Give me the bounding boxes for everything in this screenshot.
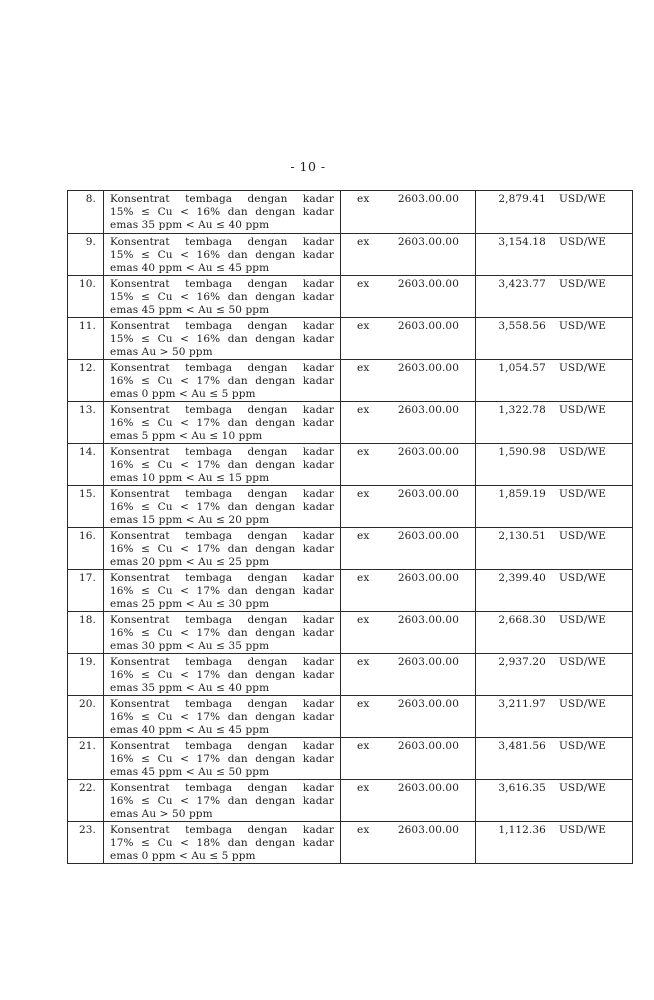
hs-ex-prefix: ex (357, 236, 370, 248)
hs-code-cell (341, 780, 476, 821)
description-line-2: 16% ≤ Cu < 17% dan dengan kadar (110, 417, 334, 429)
hs-code-cell (341, 696, 476, 737)
description-line-3: emas 0 ppm < Au ≤ 5 ppm (110, 388, 256, 400)
description-line-3: emas 45 ppm < Au ≤ 50 ppm (110, 304, 270, 316)
price-unit: USD/WE (558, 193, 606, 205)
hs-code-cell (341, 444, 476, 485)
price-unit: USD/WE (558, 320, 606, 332)
price-unit: USD/WE (558, 530, 606, 542)
description-line-2: 16% ≤ Cu < 17% dan dengan kadar (110, 375, 334, 387)
hs-code: 2603.00.00 (397, 404, 459, 416)
description-cell (104, 234, 341, 275)
price-value: 2,937.20 (498, 656, 546, 668)
hs-code-cell (341, 402, 476, 443)
price-cell (476, 360, 632, 401)
price-unit: USD/WE (558, 404, 606, 416)
hs-ex-prefix: ex (357, 278, 370, 290)
row-number-cell: 13. (68, 402, 104, 443)
hs-code-cell (341, 191, 476, 233)
hs-ex-prefix: ex (357, 320, 370, 332)
description-line-2: 16% ≤ Cu < 17% dan dengan kadar (110, 585, 334, 597)
description-line-3: emas 30 ppm < Au ≤ 35 ppm (110, 640, 270, 652)
table-row (68, 569, 632, 611)
description-cell (104, 486, 341, 527)
description-cell (104, 696, 341, 737)
description-line-3: emas 10 ppm < Au ≤ 15 ppm (110, 472, 270, 484)
price-cell (476, 234, 632, 275)
description-line-3: emas 5 ppm < Au ≤ 10 ppm (110, 430, 263, 442)
hs-code: 2603.00.00 (397, 614, 459, 626)
hs-code: 2603.00.00 (397, 320, 459, 332)
description-cell (104, 570, 341, 611)
description-line-2: 15% ≤ Cu < 16% dan dengan kadar (110, 333, 334, 345)
row-number-cell: 14. (68, 444, 104, 485)
row-number-cell: 9. (68, 234, 104, 275)
description-cell (104, 191, 341, 233)
table-row (68, 317, 632, 359)
table-row (68, 401, 632, 443)
price-value: 1,590.98 (498, 446, 546, 458)
price-value: 1,859.19 (498, 488, 546, 500)
price-value: 3,481.56 (498, 740, 546, 752)
description-line-2: 16% ≤ Cu < 17% dan dengan kadar (110, 711, 334, 723)
price-unit: USD/WE (558, 572, 606, 584)
hs-code-cell (341, 612, 476, 653)
description-line-2: 15% ≤ Cu < 16% dan dengan kadar (110, 291, 334, 303)
row-number-cell: 17. (68, 570, 104, 611)
description-line-2: 16% ≤ Cu < 17% dan dengan kadar (110, 543, 334, 555)
description-line-1: Konsentrat tembaga dengan kadar (110, 404, 334, 416)
table-row (68, 527, 632, 569)
hs-code-cell (341, 570, 476, 611)
price-value: 2,879.41 (498, 193, 546, 205)
price-value: 3,423.77 (498, 278, 546, 290)
page-number: - 10 - (290, 159, 326, 174)
description-line-1: Konsentrat tembaga dengan kadar (110, 740, 334, 752)
description-line-2: 17% ≤ Cu < 18% dan dengan kadar (110, 837, 334, 849)
hs-code-cell (341, 528, 476, 569)
description-line-1: Konsentrat tembaga dengan kadar (110, 320, 334, 332)
table-row (68, 653, 632, 695)
description-line-1: Konsentrat tembaga dengan kadar (110, 488, 334, 500)
price-unit: USD/WE (558, 824, 606, 836)
description-line-1: Konsentrat tembaga dengan kadar (110, 656, 334, 668)
row-number-cell: 15. (68, 486, 104, 527)
row-number-cell: 21. (68, 738, 104, 779)
price-unit: USD/WE (558, 740, 606, 752)
description-line-2: 15% ≤ Cu < 16% dan dengan kadar (110, 206, 334, 218)
price-cell (476, 654, 632, 695)
hs-code-cell (341, 654, 476, 695)
description-line-1: Konsentrat tembaga dengan kadar (110, 278, 334, 290)
row-number-cell: 23. (68, 822, 104, 863)
price-value: 3,616.35 (498, 782, 546, 794)
description-cell (104, 528, 341, 569)
hs-code: 2603.00.00 (397, 236, 459, 248)
row-number-cell: 20. (68, 696, 104, 737)
hs-code: 2603.00.00 (397, 698, 459, 710)
hs-ex-prefix: ex (357, 530, 370, 542)
table-row (68, 485, 632, 527)
price-cell (476, 444, 632, 485)
table-row (68, 275, 632, 317)
hs-ex-prefix: ex (357, 404, 370, 416)
price-cell (476, 822, 632, 863)
description-cell (104, 822, 341, 863)
hs-code-cell (341, 738, 476, 779)
row-number-cell: 18. (68, 612, 104, 653)
price-unit: USD/WE (558, 362, 606, 374)
hs-ex-prefix: ex (357, 824, 370, 836)
hs-code: 2603.00.00 (397, 656, 459, 668)
price-value: 2,399.40 (498, 572, 546, 584)
price-unit: USD/WE (558, 236, 606, 248)
description-line-3: emas 35 ppm < Au ≤ 40 ppm (110, 219, 270, 231)
hs-code: 2603.00.00 (397, 782, 459, 794)
table-row (68, 821, 632, 863)
description-line-3: emas Au > 50 ppm (110, 346, 213, 358)
row-number-cell: 19. (68, 654, 104, 695)
table-row (68, 695, 632, 737)
price-unit: USD/WE (558, 278, 606, 290)
hs-code-cell (341, 318, 476, 359)
description-cell (104, 654, 341, 695)
description-line-2: 16% ≤ Cu < 17% dan dengan kadar (110, 459, 334, 471)
hs-code: 2603.00.00 (397, 530, 459, 542)
table-row (68, 737, 632, 779)
price-cell (476, 402, 632, 443)
hs-ex-prefix: ex (357, 362, 370, 374)
price-unit: USD/WE (558, 698, 606, 710)
price-cell (476, 738, 632, 779)
price-value: 2,130.51 (498, 530, 546, 542)
description-line-2: 16% ≤ Cu < 17% dan dengan kadar (110, 795, 334, 807)
hs-ex-prefix: ex (357, 572, 370, 584)
price-unit: USD/WE (558, 614, 606, 626)
hs-ex-prefix: ex (357, 193, 370, 205)
hs-ex-prefix: ex (357, 488, 370, 500)
row-number-cell: 22. (68, 780, 104, 821)
description-cell (104, 738, 341, 779)
row-number-cell: 16. (68, 528, 104, 569)
price-unit: USD/WE (558, 656, 606, 668)
table-row (68, 233, 632, 275)
price-unit: USD/WE (558, 446, 606, 458)
commodity-price-table (67, 190, 633, 864)
description-line-1: Konsentrat tembaga dengan kadar (110, 530, 334, 542)
hs-ex-prefix: ex (357, 698, 370, 710)
hs-code: 2603.00.00 (397, 824, 459, 836)
description-cell (104, 780, 341, 821)
price-value: 3,154.18 (498, 236, 546, 248)
description-line-1: Konsentrat tembaga dengan kadar (110, 698, 334, 710)
hs-ex-prefix: ex (357, 782, 370, 794)
hs-code-cell (341, 486, 476, 527)
price-cell (476, 276, 632, 317)
hs-ex-prefix: ex (357, 740, 370, 752)
description-line-3: emas Au > 50 ppm (110, 808, 213, 820)
description-line-3: emas 20 ppm < Au ≤ 25 ppm (110, 556, 270, 568)
description-line-1: Konsentrat tembaga dengan kadar (110, 446, 334, 458)
description-line-1: Konsentrat tembaga dengan kadar (110, 824, 334, 836)
hs-code-cell (341, 822, 476, 863)
description-cell (104, 360, 341, 401)
price-cell (476, 318, 632, 359)
description-line-3: emas 0 ppm < Au ≤ 5 ppm (110, 850, 256, 862)
description-line-2: 16% ≤ Cu < 17% dan dengan kadar (110, 669, 334, 681)
description-cell (104, 276, 341, 317)
description-line-1: Konsentrat tembaga dengan kadar (110, 236, 334, 248)
hs-code: 2603.00.00 (397, 740, 459, 752)
price-cell (476, 570, 632, 611)
hs-code-cell (341, 360, 476, 401)
description-cell (104, 318, 341, 359)
hs-code-cell (341, 276, 476, 317)
description-line-3: emas 25 ppm < Au ≤ 30 ppm (110, 598, 270, 610)
hs-code: 2603.00.00 (397, 278, 459, 290)
row-number-cell: 8. (68, 191, 104, 233)
price-value: 1,322.78 (498, 404, 546, 416)
table-row (68, 359, 632, 401)
row-number-cell: 10. (68, 276, 104, 317)
hs-code: 2603.00.00 (397, 446, 459, 458)
table-row (68, 779, 632, 821)
row-number-cell: 11. (68, 318, 104, 359)
hs-code: 2603.00.00 (397, 572, 459, 584)
price-unit: USD/WE (558, 488, 606, 500)
hs-ex-prefix: ex (357, 656, 370, 668)
description-cell (104, 444, 341, 485)
description-line-1: Konsentrat tembaga dengan kadar (110, 362, 334, 374)
description-line-1: Konsentrat tembaga dengan kadar (110, 572, 334, 584)
hs-code: 2603.00.00 (397, 193, 459, 205)
price-cell (476, 486, 632, 527)
price-cell (476, 612, 632, 653)
description-line-2: 16% ≤ Cu < 17% dan dengan kadar (110, 501, 334, 513)
description-line-1: Konsentrat tembaga dengan kadar (110, 193, 334, 205)
description-line-2: 16% ≤ Cu < 17% dan dengan kadar (110, 627, 334, 639)
price-value: 2,668.30 (498, 614, 546, 626)
price-value: 1,054.57 (498, 362, 546, 374)
description-line-3: emas 15 ppm < Au ≤ 20 ppm (110, 514, 270, 526)
description-line-1: Konsentrat tembaga dengan kadar (110, 614, 334, 626)
table-row (68, 443, 632, 485)
description-line-1: Konsentrat tembaga dengan kadar (110, 782, 334, 794)
hs-code-cell (341, 234, 476, 275)
hs-code: 2603.00.00 (397, 362, 459, 374)
row-number-cell: 12. (68, 360, 104, 401)
description-line-3: emas 40 ppm < Au ≤ 45 ppm (110, 262, 270, 274)
price-cell (476, 780, 632, 821)
price-value: 1,112.36 (498, 824, 546, 836)
description-line-3: emas 35 ppm < Au ≤ 40 ppm (110, 682, 270, 694)
description-line-2: 16% ≤ Cu < 17% dan dengan kadar (110, 753, 334, 765)
description-cell (104, 402, 341, 443)
price-value: 3,558.56 (498, 320, 546, 332)
hs-ex-prefix: ex (357, 446, 370, 458)
table-row (68, 611, 632, 653)
table-row (68, 191, 632, 233)
description-cell (104, 612, 341, 653)
description-line-2: 15% ≤ Cu < 16% dan dengan kadar (110, 249, 334, 261)
hs-ex-prefix: ex (357, 614, 370, 626)
price-cell (476, 528, 632, 569)
price-cell (476, 191, 632, 233)
price-cell (476, 696, 632, 737)
description-line-3: emas 40 ppm < Au ≤ 45 ppm (110, 724, 270, 736)
price-unit: USD/WE (558, 782, 606, 794)
hs-code: 2603.00.00 (397, 488, 459, 500)
price-value: 3,211.97 (498, 698, 546, 710)
description-line-3: emas 45 ppm < Au ≤ 50 ppm (110, 766, 270, 778)
